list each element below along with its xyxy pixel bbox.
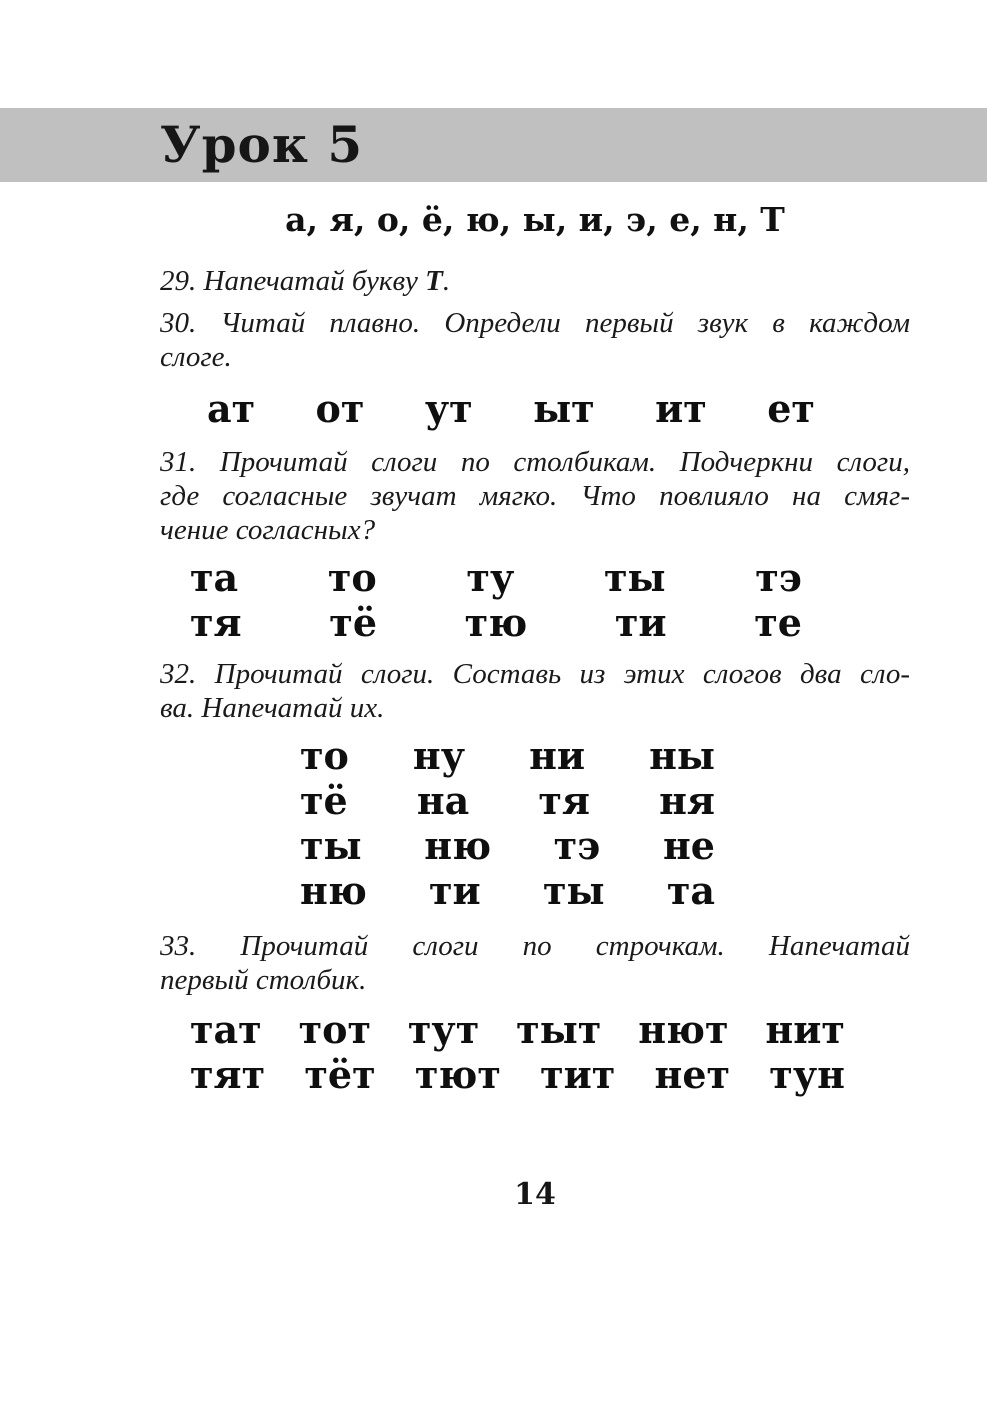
exercise-31-syllable-table xyxy=(160,555,910,645)
syllable-cell: тя xyxy=(538,778,590,823)
syllable-cell: ыт xyxy=(533,386,595,431)
syllable-cell: тют xyxy=(414,1052,501,1097)
exercise-31-instruction xyxy=(160,445,910,547)
syllable-cell: тит xyxy=(540,1052,616,1097)
syllable-cell: ут xyxy=(424,386,473,431)
syllable-cell: ат xyxy=(207,386,256,431)
exercise-29 xyxy=(160,264,910,298)
syllable-cell: та xyxy=(666,868,715,913)
syllable-cell: не xyxy=(662,823,715,868)
exercise-33-row-1 xyxy=(190,1007,845,1052)
syllable-cell: тёт xyxy=(304,1052,376,1097)
syllable-cell: ня xyxy=(659,778,715,823)
exercise-32-syllable-table xyxy=(160,733,910,913)
syllable-cell: тыт xyxy=(516,1007,602,1052)
syllable-cell: тун xyxy=(769,1052,845,1097)
syllable-cell: ти xyxy=(614,600,667,645)
syllable-cell: тят xyxy=(190,1052,266,1097)
exercise-32-row-1 xyxy=(300,733,715,778)
exercise-29-lead: 29. Напечатай букву xyxy=(160,265,426,297)
exercise-33-line-1: 33. Прочитай слоги по строчкам. Напечатай xyxy=(160,930,910,962)
page-content xyxy=(160,198,910,1212)
page-number: 14 xyxy=(514,1177,556,1212)
syllable-cell: тэ xyxy=(553,823,601,868)
syllable-cell: ты xyxy=(542,868,605,913)
exercise-29-bold-letter: Т xyxy=(425,265,443,297)
exercise-33-instruction xyxy=(160,929,910,997)
syllable-cell: тё xyxy=(329,600,378,645)
exercise-32-line-2: ва. Напечатай их. xyxy=(160,692,385,724)
letters-line: а, я, о, ё, ю, ы, и, э, е, н, Т xyxy=(285,200,785,239)
syllable-cell: ет xyxy=(767,386,815,431)
exercise-33-row-2 xyxy=(190,1052,845,1097)
exercise-31-line-2: где согласные звучат мягко. Что повлияло на смяг- xyxy=(160,480,910,512)
exercise-32-row-2 xyxy=(300,778,715,823)
exercise-30-instruction xyxy=(160,306,910,374)
syllable-cell: тут xyxy=(407,1007,480,1052)
exercise-32-row-3 xyxy=(300,823,715,868)
exercise-32-row-4 xyxy=(300,868,715,913)
syllable-cell: ню xyxy=(300,868,367,913)
syllable-cell: на xyxy=(416,778,470,823)
syllable-cell: ну xyxy=(412,733,466,778)
syllable-cell: ту xyxy=(466,555,515,600)
exercise-32-line-1: 32. Прочитай слоги. Составь из этих слогов два сло- xyxy=(160,658,910,690)
exercise-31-row-1 xyxy=(190,555,802,600)
syllable-cell: ит xyxy=(655,386,707,431)
exercise-30-line-2: слоге. xyxy=(160,341,232,373)
syllable-cell: те xyxy=(754,600,802,645)
exercise-31-line-1: 31. Прочитай слоги по столбикам. Подчеркни слоги, xyxy=(160,446,910,478)
exercise-30-line-1: 30. Читай плавно. Определи первый звук в каждом xyxy=(160,307,910,339)
exercise-29-text xyxy=(160,265,450,297)
syllable-cell: ты xyxy=(603,555,666,600)
exercise-32-instruction xyxy=(160,657,910,725)
syllable-cell: тю xyxy=(464,600,528,645)
exercise-33-syllable-table xyxy=(160,1007,910,1097)
syllable-cell: ты xyxy=(300,823,362,868)
syllable-cell: тот xyxy=(298,1007,372,1052)
syllable-cell: ню xyxy=(424,823,492,868)
syllable-cell: нет xyxy=(654,1052,731,1097)
exercise-33-line-2: первый столбик. xyxy=(160,964,367,996)
lesson-title: Урок 5 xyxy=(160,115,364,174)
exercise-31-row-2 xyxy=(190,600,802,645)
syllable-cell: нит xyxy=(765,1007,845,1052)
syllable-cell: та xyxy=(190,555,239,600)
syllable-cell: то xyxy=(300,733,349,778)
syllable-cell: то xyxy=(327,555,377,600)
syllable-cell: тя xyxy=(190,600,242,645)
syllable-cell: от xyxy=(315,386,365,431)
exercise-31-line-3: чение согласных? xyxy=(160,514,376,546)
syllable-cell: ти xyxy=(429,868,481,913)
exercise-29-tail: . xyxy=(442,265,451,297)
exercise-30-syllable-row xyxy=(207,386,815,431)
lesson-banner xyxy=(0,108,987,182)
syllable-cell: тё xyxy=(300,778,348,823)
syllable-cell: ни xyxy=(529,733,586,778)
syllable-cell: тат xyxy=(190,1007,262,1052)
syllable-cell: нют xyxy=(638,1007,729,1052)
syllable-cell: тэ xyxy=(755,555,802,600)
syllable-cell: ны xyxy=(649,733,715,778)
